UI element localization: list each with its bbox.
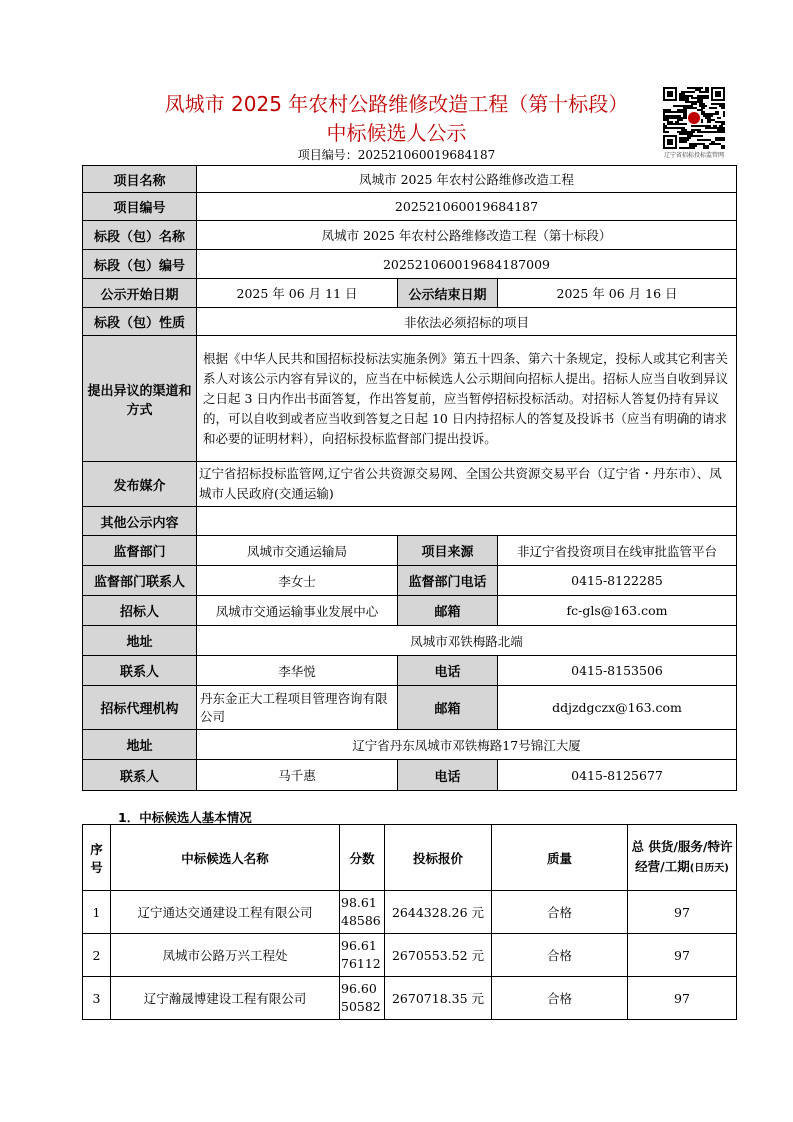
row-name: 辽宁瀚晟博建设工程有限公司 [111,977,340,1020]
agency-email-label: 邮箱 [398,686,498,730]
table-row [83,934,737,977]
row-period: 97 [628,934,737,977]
table-row [83,977,737,1020]
tenderer-contact: 李华悦 [197,656,398,686]
row-price: 2644328.26 元 [385,891,492,934]
supervisor-contact: 李女士 [197,566,398,596]
tenderer-email: fc-gls@163.com [498,596,737,626]
project-name: 凤城市 2025 年农村公路维修改造工程 [197,166,737,193]
row-name: 辽宁通达交通建设工程有限公司 [111,891,340,934]
notice-title: 凤城市 2025 年农村公路维修改造工程（第十标段） [164,92,629,116]
tenderer-label: 招标人 [83,596,197,626]
end-date-label: 公示结束日期 [398,279,498,308]
row-no: 2 [83,934,111,977]
tenderer-contact-label: 联系人 [83,656,197,686]
agency-contact-label: 联系人 [83,760,197,791]
row-score: 96.6050582 [340,977,385,1020]
col-period-unit: (日历天) [689,862,729,874]
qr-caption: 辽宁省招标投标监管网 [663,152,724,159]
row-no: 1 [83,891,111,934]
supervisor-phone: 0415-8122285 [498,566,737,596]
notice-subtitle: 中标候选人公示 [326,121,467,145]
row-period: 97 [628,891,737,934]
other-label: 其他公示内容 [83,507,197,536]
tenderer-phone-label: 电话 [398,656,498,686]
tenderer-address: 凤城市邓铁梅路北端 [197,626,737,656]
project-source-label: 项目来源 [398,536,498,566]
start-date-label: 公示开始日期 [83,279,197,308]
row-score: 96.6176112 [340,934,385,977]
row-name: 凤城市公路万兴工程处 [111,934,340,977]
section-name-label: 标段（包）名称 [83,221,197,250]
row-price: 2670718.35 元 [385,977,492,1020]
col-price: 投标报价 [385,825,492,891]
supervisor-phone-label: 监督部门电话 [398,566,498,596]
tenderer: 凤城市交通运输事业发展中心 [197,596,398,626]
qr-code-icon [663,87,725,149]
project-no: 202521060019684187 [197,193,737,221]
agency-phone-label: 电话 [398,760,498,791]
col-quality: 质量 [492,825,628,891]
project-no-label: 项目编号 [83,193,197,221]
col-score: 分数 [340,825,385,891]
col-no: 序号 [83,825,111,891]
objection-label: 提出异议的渠道和方式 [83,336,197,462]
table-row [83,891,737,934]
row-period: 97 [628,977,737,1020]
agency-email: ddjzdgczx@163.com [498,686,737,730]
section-no-label: 标段（包）编号 [83,250,197,279]
row-quality: 合格 [492,934,628,977]
candidate-table [82,824,737,1020]
other-content [197,507,737,536]
supervisor: 凤城市交通运输局 [197,536,398,566]
end-date: 2025 年 06 月 16 日 [498,279,737,308]
row-quality: 合格 [492,891,628,934]
supervisor-contact-label: 监督部门联系人 [83,566,197,596]
row-no: 3 [83,977,111,1020]
section-no: 202521060019684187009 [197,250,737,279]
agency-address-label: 地址 [83,730,197,760]
objection-text: 根据《中华人民共和国招标投标法实施条例》第五十四条、第六十条规定，投标人或其它利害关系人对该公示内容有异议的，应当在中标候选人公示期间向招标人提出。招标人应当自收到异议之日起 3 日内作出书面答复，作出答复前，应当暂停招标投标活动。对招标人答复仍持有异议的，可以自收到或者应当收到答复之日起 10 日内持招标人的答复及投诉书（应当有明确的请求和必要的证明材料），向招标投标监督部门提出投诉。 [197,336,737,462]
project-code-line: 项目编号：202521060019684187 [297,148,496,162]
section-nature-label: 标段（包）性质 [83,308,197,336]
col-period-text: 总 供货/服务/特许经营/工期 [631,838,733,874]
agency-label: 招标代理机构 [83,686,197,730]
tenderer-address-label: 地址 [83,626,197,656]
section-name: 凤城市 2025 年农村公路维修改造工程（第十标段） [197,221,737,250]
row-quality: 合格 [492,977,628,1020]
row-score: 98.6148586 [340,891,385,934]
project-info-table [82,165,737,791]
supervisor-label: 监督部门 [83,536,197,566]
row-price: 2670553.52 元 [385,934,492,977]
media-label: 发布媒介 [83,462,197,507]
media-list: 辽宁省招标投标监管网,辽宁省公共资源交易网、全国公共资源交易平台（辽宁省・丹东市）、凤城市人民政府(交通运输) [197,462,737,507]
project-name-label: 项目名称 [83,166,197,193]
col-name: 中标候选人名称 [111,825,340,891]
tenderer-phone: 0415-8153506 [498,656,737,686]
agency-address: 辽宁省丹东凤城市邓铁梅路17号锦江大厦 [197,730,737,760]
start-date: 2025 年 06 月 11 日 [197,279,398,308]
section-title: 1．中标候选人基本情况 [118,810,252,825]
tenderer-email-label: 邮箱 [398,596,498,626]
agency: 丹东金正大工程项目管理咨询有限公司 [197,686,398,730]
col-period [628,825,737,891]
project-source: 非辽宁省投资项目在线审批监管平台 [498,536,737,566]
section-nature: 非依法必须招标的项目 [197,308,737,336]
agency-phone: 0415-8125677 [498,760,737,791]
agency-contact: 马千惠 [197,760,398,791]
